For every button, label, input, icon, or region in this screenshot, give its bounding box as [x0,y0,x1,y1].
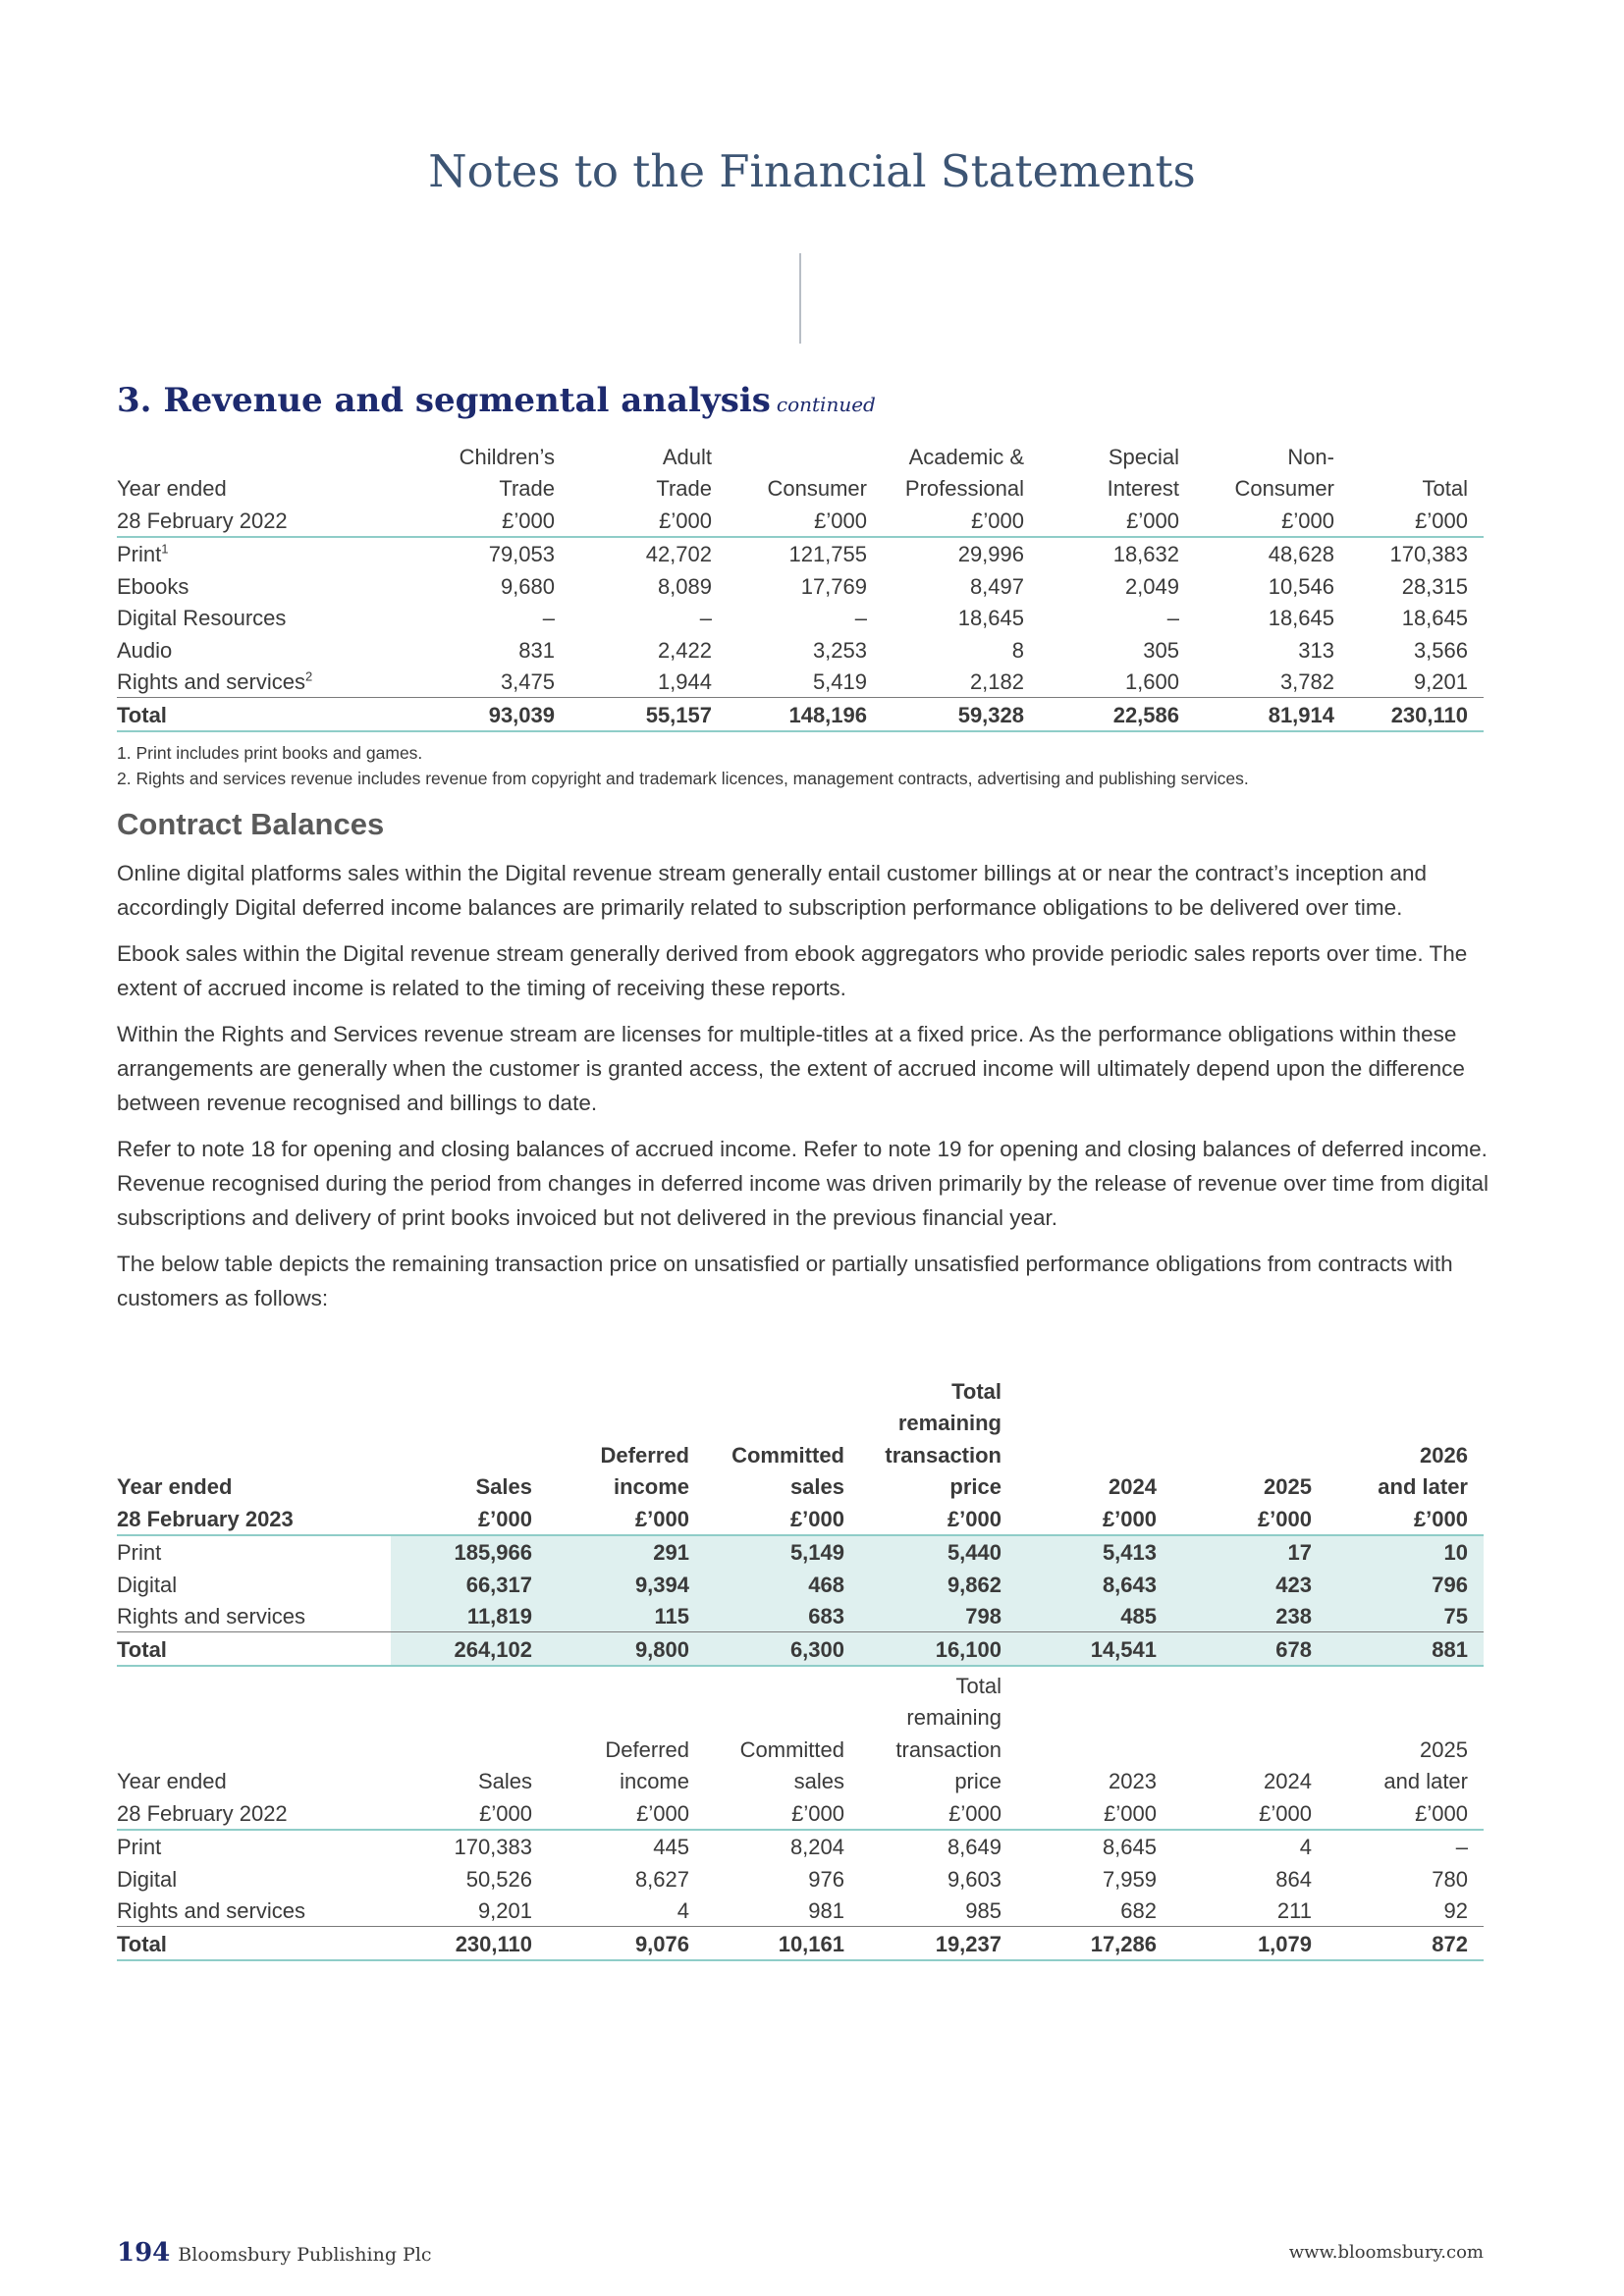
header-cell: Total [955,1673,1001,1698]
paragraph: The below table depicts the remaining transaction price on unsatisfied or partially unsatisfied performance obligations from contracts with customers as follows: [117,1252,1453,1310]
header-cell: Year ended [117,476,227,501]
header-cell [705,1669,860,1701]
table-cell: 3,475 [500,669,555,694]
header-cell: £’000 [391,1796,548,1830]
total-row [117,1927,1484,1960]
header-cell [728,440,883,472]
header-cell [705,1701,860,1734]
header-cell: £’000 [1172,1502,1327,1535]
header-cell: £’000 [1350,504,1484,537]
total-row [117,1632,1484,1666]
revenue-by-segment-table [117,440,1484,732]
row-label: Total [117,698,413,731]
header-cell [1017,1701,1172,1734]
table-cell: 185,966 [391,1535,548,1569]
header-cell [117,1733,391,1765]
header-cell [391,1374,548,1407]
table-cell: 9,800 [548,1632,705,1666]
header-cell [548,1669,705,1701]
header-cell: Year ended [117,1474,233,1499]
table-cell: 682 [1120,1898,1157,1923]
table-cell: 264,102 [391,1632,548,1666]
header-cell: £’000 [860,1502,1017,1535]
table-cell: 55,157 [570,698,728,731]
header-cell [548,1701,705,1734]
table-cell: 305 [1143,637,1179,663]
table-cell: 59,328 [883,698,1040,731]
table-row [117,602,1484,634]
header-cell: £’000 [728,504,883,537]
table-cell: 9,603 [947,1866,1001,1892]
header-cell: £’000 [1017,1502,1172,1535]
header-cell: £’000 [548,1796,705,1830]
table-cell: 5,413 [1017,1535,1172,1569]
header-cell [1172,1438,1327,1470]
table-cell: 831 [518,637,555,663]
paragraph: Refer to note 18 for opening and closing balances of accrued income. Refer to note 19 for opening and closing balances of deferred income. Revenue recognised during the period from changes in deferred income was driven primarily by the release of revenue over time from digital subscriptions and delivery of print books invoiced but not delivered in the previous financial year. [117,1137,1489,1230]
table-cell: – [1455,1835,1468,1859]
table-cell: – [854,606,867,630]
header-cell: Deferred [605,1736,689,1762]
table-cell: – [1166,606,1179,630]
header-cell [391,1407,548,1439]
table-row [117,633,1484,666]
paragraph: Ebook sales within the Digital revenue stream generally derived from ebook aggregators who provide periodic sales reports over time. The extent of accrued income is related to the timing of receiving these reports. [117,941,1468,1000]
header-cell [117,1438,391,1470]
header-cell: £’000 [1327,1796,1484,1830]
header-cell: 2025 [1420,1736,1468,1762]
table-cell: 981 [808,1898,844,1923]
total-row [117,698,1484,731]
header-cell [1327,1701,1484,1734]
row-label: Digital [117,1572,178,1597]
paragraph: Online digital platforms sales within the Digital revenue stream generally entail customer billings at or near the contract’s inception and accordingly Digital deferred income balances are primarily related to subscription performance obligations to be delivered over time. [117,861,1428,920]
header-cell: 28 February 2023 [117,1502,391,1535]
header-cell [391,1669,548,1701]
table-cell: 485 [1017,1600,1172,1632]
header-cell [548,1374,705,1407]
table-cell: 16,100 [860,1632,1017,1666]
header-cell [391,1701,548,1734]
header-cell [548,1407,705,1439]
table-cell: 8,643 [1017,1568,1172,1600]
table-cell: 2,049 [1124,573,1179,599]
table-cell: 683 [705,1600,860,1632]
table-cell: 7,959 [1102,1866,1157,1892]
header-cell [1017,1374,1172,1407]
row-label [117,666,413,698]
header-cell: 2023 [1109,1769,1157,1793]
table-cell: 17,769 [800,573,867,599]
table-cell: 985 [965,1898,1001,1923]
table-header-row [117,472,1484,505]
table-header-row [117,1374,1484,1407]
row-label: Audio [117,637,173,663]
header-cell [117,1407,391,1439]
header-cell: and later [1383,1769,1468,1793]
table-cell: 170,383 [1389,542,1468,566]
header-cell [1327,1374,1484,1407]
table-cell: 230,110 [391,1927,548,1960]
table-cell: 18,632 [1112,542,1179,566]
header-cell: Consumer [1234,476,1334,501]
table-header-row [117,1701,1484,1734]
table-cell: 3,253 [812,637,867,663]
continued-label: continued [776,393,876,416]
section-heading [117,381,876,420]
header-cell: Academic & [908,444,1024,469]
table-cell: 9,201 [1413,669,1468,694]
table-header-row [117,1438,1484,1470]
table-cell: 881 [1327,1632,1484,1666]
table-cell: – [699,606,712,630]
table-cell: 48,628 [1268,542,1334,566]
header-cell: Adult [662,444,712,469]
row-label: Digital [117,1866,178,1892]
table-cell: 798 [860,1600,1017,1632]
header-cell: 2024 [1109,1474,1157,1499]
table-cell: 468 [705,1568,860,1600]
header-cell: sales [793,1769,844,1793]
table-row [117,1568,1484,1600]
header-cell: £’000 [1040,504,1195,537]
table-cell: – [542,606,555,630]
table-cell: 780 [1432,1866,1468,1892]
table-cell: 17,286 [1017,1927,1172,1960]
header-cell [1172,1669,1327,1701]
table-cell: 8,204 [789,1835,844,1859]
table-cell: 211 [1276,1898,1312,1923]
table-cell: 238 [1172,1600,1327,1632]
header-cell: Special [1108,444,1179,469]
page-title: Notes to the Financial Statements [428,145,1196,197]
row-label: Ebooks [117,573,189,599]
header-cell [117,1669,391,1701]
table-cell: 4 [1299,1835,1312,1859]
header-cell [1327,1407,1484,1439]
table-row [117,1535,1484,1569]
title-divider [799,253,801,344]
header-cell: £’000 [1195,504,1350,537]
table-header-row [117,1502,1484,1535]
header-cell [1172,1374,1327,1407]
table-row [117,569,1484,602]
table-cell: 28,315 [1401,573,1468,599]
header-cell: Committed [731,1442,844,1468]
table-cell: 148,196 [728,698,883,731]
header-cell: Interest [1107,476,1179,501]
table-row [117,1862,1484,1895]
header-cell [1172,1733,1327,1765]
header-cell: Trade [656,476,712,501]
remaining-transaction-price-2023-table [117,1374,1484,1667]
table-cell: 8 [1011,637,1024,663]
header-cell: £’000 [391,1502,548,1535]
footnote: 2. Rights and services revenue includes revenue from copyright and trademark licences, management contracts, advertising and publishing services. [117,769,1249,788]
table-cell: 79,053 [488,542,555,566]
table-cell: 1,944 [657,669,712,694]
row-label: Print [117,1540,162,1565]
table-cell: 4 [677,1898,689,1923]
header-cell [117,440,413,472]
page-footer [117,2238,432,2268]
table-cell: 5,419 [812,669,867,694]
header-cell: price [949,1474,1001,1499]
row-label: Rights and services [117,1898,305,1923]
table-cell: 864 [1275,1866,1312,1892]
header-cell [391,1438,548,1470]
header-cell: transaction [885,1442,1001,1468]
section-heading-text: 3. Revenue and segmental analysis [117,381,771,420]
header-cell: £’000 [570,504,728,537]
paragraph: Within the Rights and Services revenue stream are licenses for multiple-titles at a fixed price. As the performance obligations within these arrangements are generally when the customer is granted access, the extent of accrued income will ultimately depend upon the difference between revenue recognised and billings to date. [117,1022,1465,1115]
row-label: Print [117,1835,162,1859]
header-cell: £’000 [413,504,570,537]
header-cell: 28 February 2022 [117,504,413,537]
header-cell [1327,1669,1484,1701]
table-cell: 10 [1327,1535,1484,1569]
table-row [117,1895,1484,1927]
row-label [117,537,413,570]
header-cell: £’000 [548,1502,705,1535]
header-cell [1172,1407,1327,1439]
table-cell: 9,394 [548,1568,705,1600]
table-cell: 976 [808,1866,844,1892]
table-cell: 66,317 [391,1568,548,1600]
table-cell: 9,201 [477,1898,532,1923]
table-cell: 1,079 [1172,1927,1327,1960]
header-cell: income [620,1769,689,1793]
table-cell: 14,541 [1017,1632,1172,1666]
header-cell: £’000 [1327,1502,1484,1535]
header-cell: sales [789,1474,844,1499]
table-cell: 75 [1327,1600,1484,1632]
header-cell [391,1733,548,1765]
table-cell: 445 [653,1835,689,1859]
header-cell: income [613,1474,689,1499]
header-cell: 2024 [1264,1769,1312,1793]
table-cell: 10,546 [1268,573,1334,599]
header-cell: 28 February 2022 [117,1796,391,1830]
table-cell: 22,586 [1040,698,1195,731]
table-cell: 8,627 [634,1866,689,1892]
row-label: Rights and services [117,1604,305,1629]
table-cell: 678 [1172,1632,1327,1666]
table-header-row [117,1407,1484,1439]
header-cell: Total [1422,476,1468,501]
header-cell: remaining [897,1411,1001,1435]
header-cell: 2026 [1420,1442,1468,1468]
table-cell: 92 [1443,1898,1468,1923]
header-cell: Committed [739,1736,844,1762]
table-cell: 1,600 [1124,669,1179,694]
contract-balances-text [117,856,1491,1327]
header-cell [705,1407,860,1439]
row-label-text: Rights and services [117,669,305,694]
remaining-transaction-price-2022-table [117,1669,1484,1961]
table-header-row [117,1470,1484,1503]
table-cell: 11,819 [391,1600,548,1632]
table-cell: 18,645 [1401,606,1468,630]
table-cell: 9,680 [500,573,555,599]
header-cell: Sales [475,1474,532,1499]
table-cell: 8,089 [657,573,712,599]
header-cell [1172,1701,1327,1734]
table-cell: 19,237 [860,1927,1017,1960]
table-cell: 9,862 [860,1568,1017,1600]
table-cell: 115 [548,1600,705,1632]
header-cell: price [954,1769,1001,1793]
header-cell: £’000 [1172,1796,1327,1830]
table-cell: 5,440 [860,1535,1017,1569]
header-cell [1017,1407,1172,1439]
row-label: Total [117,1632,391,1666]
table-header-row [117,504,1484,537]
table-cell: 423 [1172,1568,1327,1600]
table-cell: 9,076 [548,1927,705,1960]
table-cell: 93,039 [413,698,570,731]
table-cell: 230,110 [1350,698,1484,731]
table-cell: 8,649 [947,1835,1001,1859]
table-cell: 872 [1327,1927,1484,1960]
table-cell: 8,645 [1102,1835,1157,1859]
header-cell: Trade [499,476,555,501]
header-cell: Non- [1287,444,1334,469]
header-cell: £’000 [1017,1796,1172,1830]
header-cell: £’000 [860,1796,1017,1830]
table-header-row [117,1669,1484,1701]
table-cell: 796 [1327,1568,1484,1600]
table-cell: 121,755 [788,542,867,566]
table-header-row [117,1765,1484,1797]
table-row [117,537,1484,570]
header-cell: Year ended [117,1769,227,1793]
table-cell: 291 [548,1535,705,1569]
table-cell: 42,702 [645,542,712,566]
table-row [117,1830,1484,1863]
table-header-row [117,1796,1484,1830]
table-cell: 5,149 [705,1535,860,1569]
table-cell: 10,161 [705,1927,860,1960]
header-cell: transaction [895,1736,1001,1762]
company-name: Bloomsbury Publishing Plc [178,2244,432,2266]
header-cell: and later [1378,1474,1468,1499]
row-label: Total [117,1927,391,1960]
header-cell [1017,1438,1172,1470]
table-cell: 170,383 [454,1835,532,1859]
table-cell: 50,526 [465,1866,532,1892]
footnote-marker: 1 [161,541,169,557]
header-cell [1350,440,1484,472]
header-cell [1017,1733,1172,1765]
table-cell: 81,914 [1195,698,1350,731]
contract-balances-heading: Contract Balances [117,807,385,841]
table-cell: 18,645 [1268,606,1334,630]
header-cell [705,1374,860,1407]
page-number: 194 [117,2238,171,2268]
row-label: Digital Resources [117,606,287,630]
row-label-text: Print [117,542,162,566]
footnote: 1. Print includes print books and games. [117,743,423,763]
table-cell: 2,182 [969,669,1024,694]
table-cell: 17 [1172,1535,1327,1569]
footnotes [117,740,1249,791]
header-cell: Consumer [767,476,867,501]
table-row [117,1600,1484,1632]
table-cell: 2,422 [657,637,712,663]
header-cell: 2025 [1264,1474,1312,1499]
header-cell: Deferred [600,1442,689,1468]
table-header-row [117,440,1484,472]
table-cell: 313 [1298,637,1334,663]
header-cell [1017,1669,1172,1701]
table-cell: 3,566 [1413,637,1468,663]
header-cell: £’000 [705,1502,860,1535]
header-cell: Children’s [459,444,555,469]
website-link[interactable]: www.bloomsbury.com [1288,2242,1484,2263]
table-cell: 3,782 [1279,669,1334,694]
header-cell: Professional [904,476,1024,501]
table-cell: 6,300 [705,1632,860,1666]
header-cell: Sales [477,1769,532,1793]
header-cell: Total [951,1378,1001,1404]
table-cell: 18,645 [957,606,1024,630]
table-header-row [117,1733,1484,1765]
header-cell [117,1374,391,1407]
table-row [117,666,1484,698]
header-cell: £’000 [705,1796,860,1830]
header-cell [117,1701,391,1734]
table-cell: 29,996 [957,542,1024,566]
footnote-marker: 2 [304,668,313,684]
header-cell: remaining [906,1705,1001,1730]
header-cell: £’000 [883,504,1040,537]
table-cell: 8,497 [969,573,1024,599]
